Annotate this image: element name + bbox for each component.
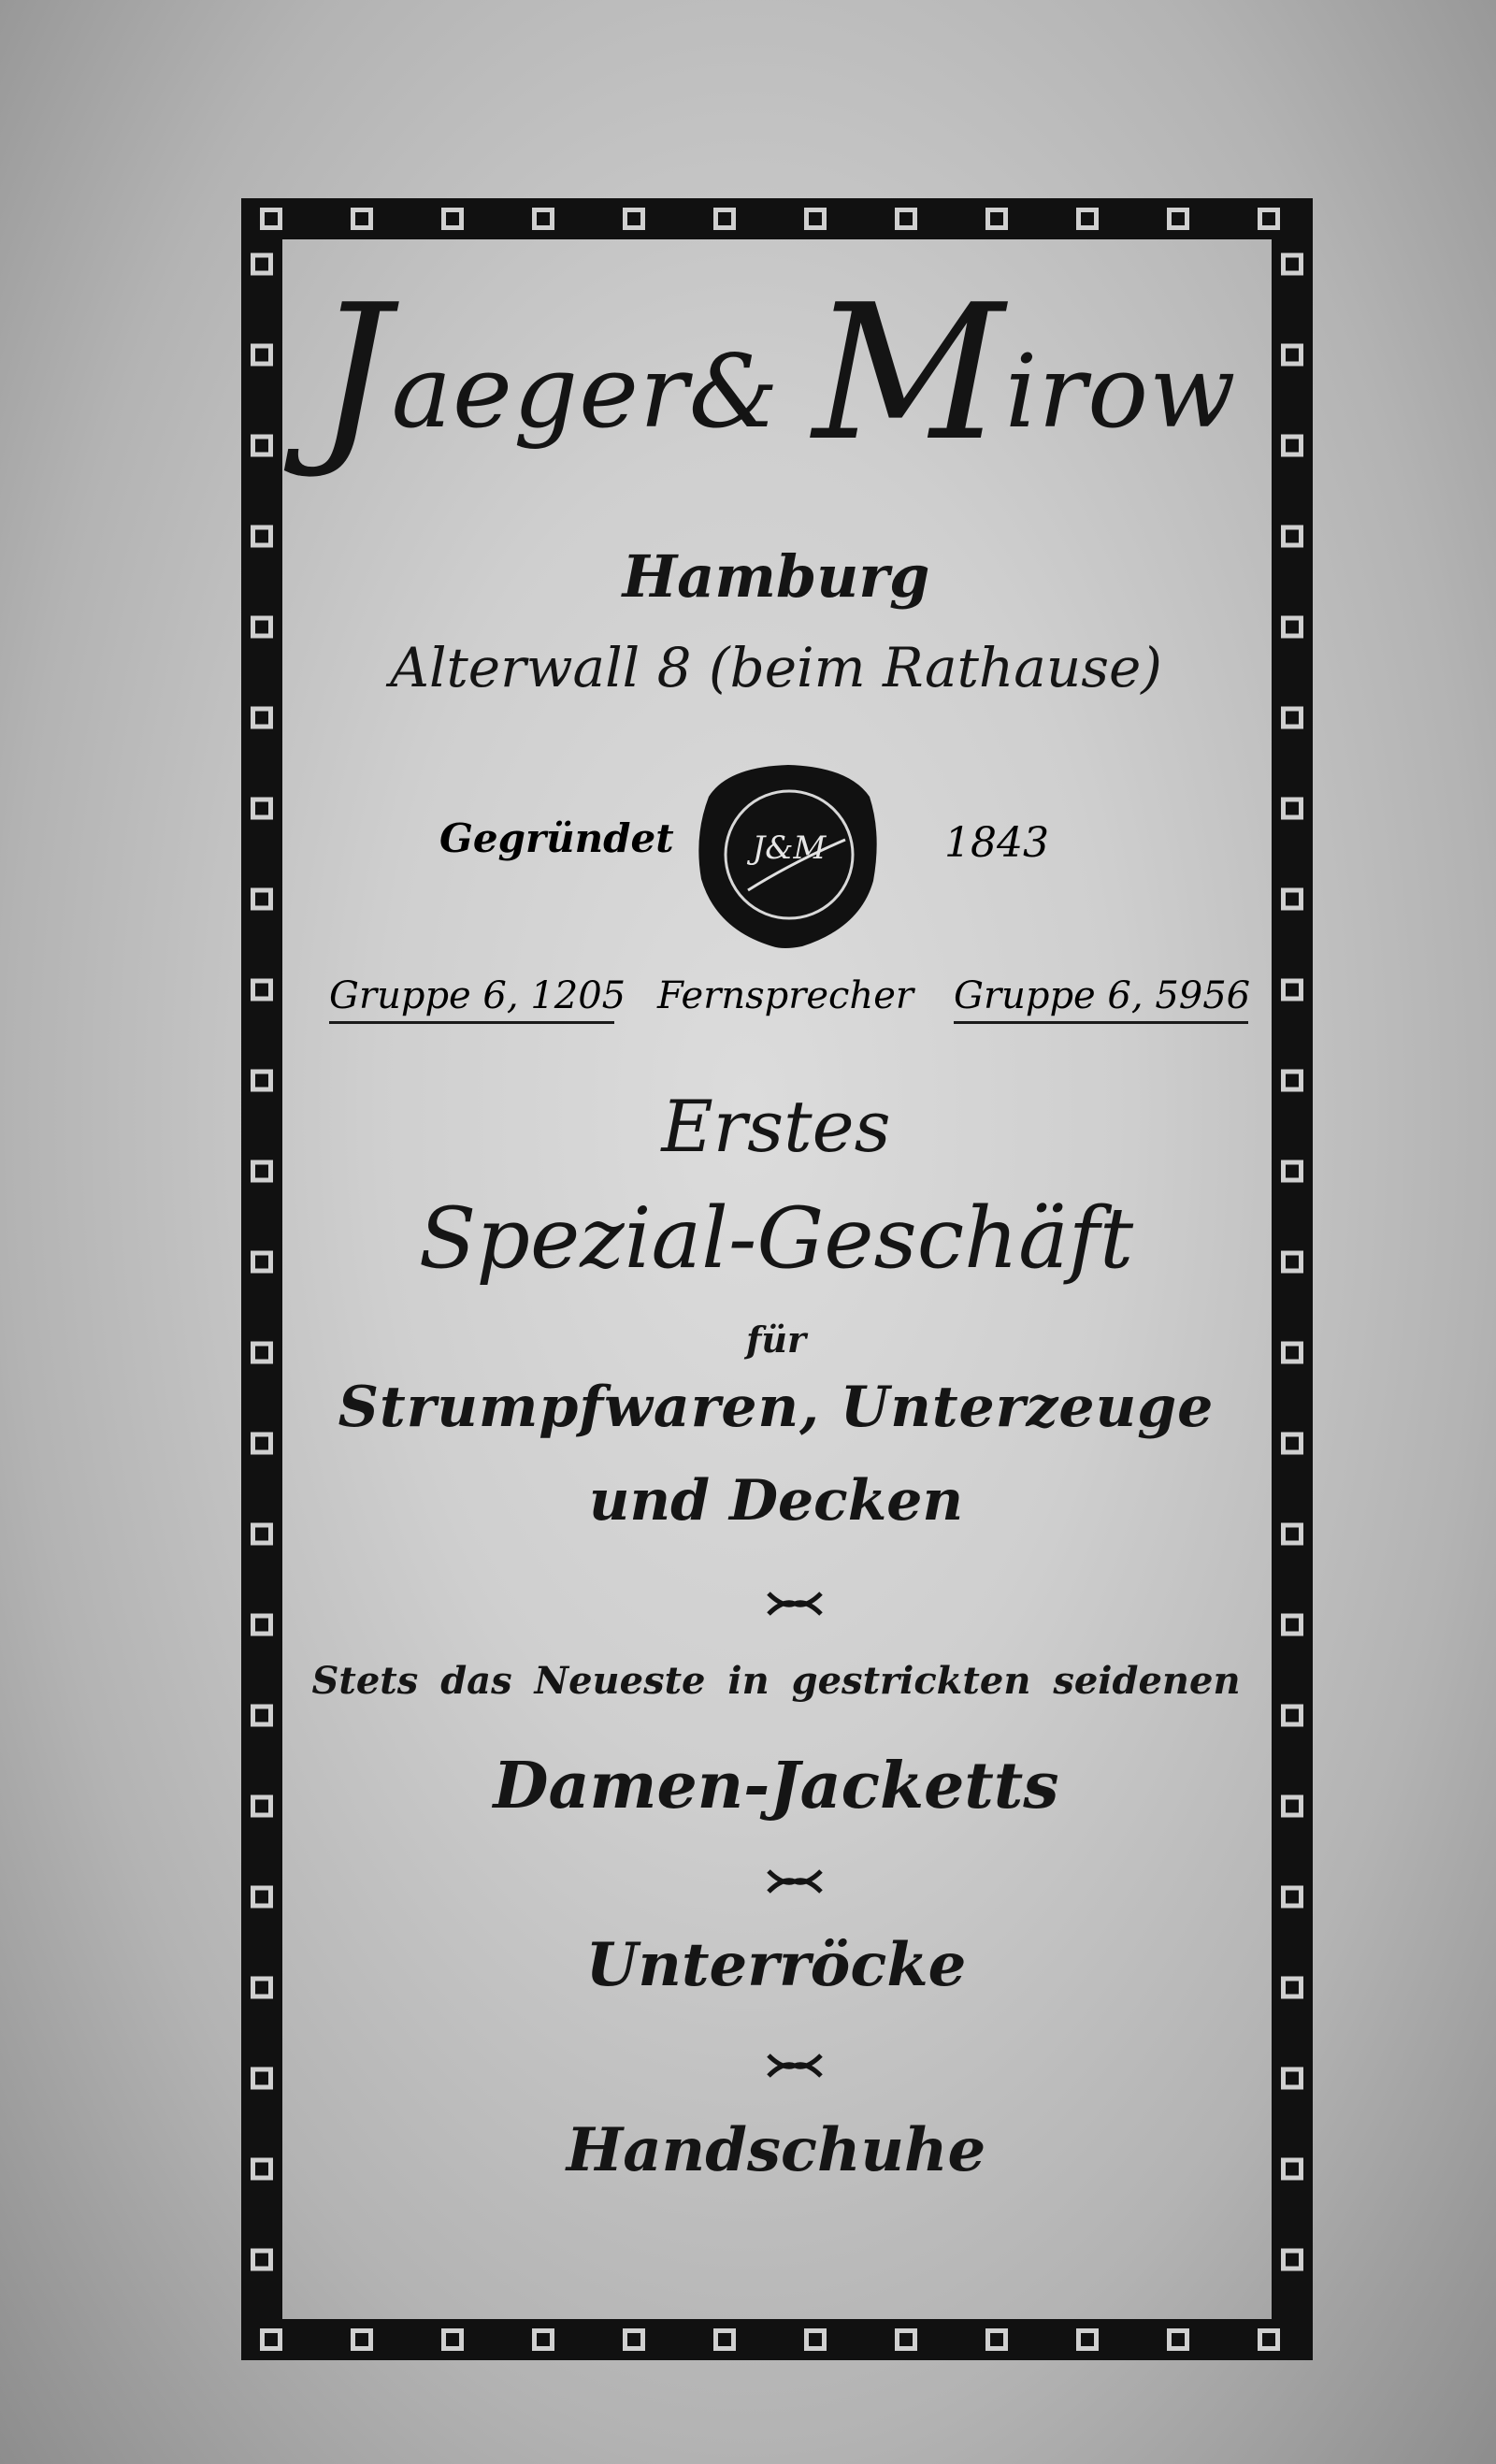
border-pip-center [1286, 1981, 1299, 1995]
headline-goods-1: Strumpfwaren, Unterzeuge [338, 1375, 1215, 1440]
border-pip-center [1286, 621, 1299, 634]
border-pip-center [255, 258, 268, 271]
border-pip-center [255, 1347, 268, 1360]
border-pip-center [255, 1619, 268, 1632]
border-pip-center [1286, 984, 1299, 997]
offer-item-jacketts: Damen-Jacketts [493, 1749, 1059, 1823]
border-pip-center [255, 1709, 268, 1722]
offer-item-handschuhe: Handschuhe [566, 2115, 986, 2185]
border-pip-center [1286, 1256, 1299, 1269]
border-pip-center [255, 1528, 268, 1541]
border-pip-center [1286, 2163, 1299, 2176]
offers-intro: Stets das Neueste in gestrickten seidenen [311, 1659, 1241, 1703]
headline-spezial: Spezial-Geschäft [418, 1189, 1134, 1288]
firm-initial-m: M [813, 265, 1005, 483]
headline-fuer: für [746, 1318, 806, 1361]
phone-number-left: Gruppe 6, 1205 [329, 974, 614, 1024]
border-pip-center [255, 2072, 268, 2085]
border-pip-center [255, 2254, 268, 2267]
border-pip-center [255, 621, 268, 634]
border-pip-center [1286, 258, 1299, 271]
border-pip-center [1286, 349, 1299, 362]
seal-monogram: J&M [752, 829, 827, 867]
border-pip-center [255, 1074, 268, 1088]
border-pip-center [1286, 530, 1299, 543]
main-content [280, 0, 1272, 2464]
seal-emblem [690, 759, 886, 951]
border-pip-center [1286, 1800, 1299, 1813]
offer-item-unterroecke: Unterröcke [585, 1930, 967, 2000]
border-pip-center [1286, 2072, 1299, 2085]
border-band-right [1272, 198, 1313, 2360]
phone-label: Fernsprecher [656, 974, 913, 1017]
border-pip-center [255, 2163, 268, 2176]
border-pip-center [1286, 1891, 1299, 1904]
border-pip-center [1286, 1437, 1299, 1450]
firm-name-part-1: aeger [391, 334, 689, 451]
border-pip-center [1286, 893, 1299, 906]
border-pip-center [1286, 1619, 1299, 1632]
ornament-divider-3 [765, 2050, 825, 2082]
border-pip-center [265, 212, 278, 225]
border-pip-center [255, 530, 268, 543]
border-pip-center [255, 1800, 268, 1813]
border-pip-center [255, 1437, 268, 1450]
address-line: Alterwall 8 (beim Rathause) [390, 636, 1162, 699]
border-pip-center [255, 712, 268, 725]
border-pip-center [1286, 712, 1299, 725]
border-pip-center [1286, 1709, 1299, 1722]
border-pip-center [255, 1256, 268, 1269]
border-pip-center [255, 1891, 268, 1904]
border-pip-center [255, 802, 268, 815]
border-pip-center [265, 2333, 278, 2346]
firm-initial-j: J [315, 265, 392, 483]
phone-number-right: Gruppe 6, 5956 [954, 974, 1248, 1024]
border-pip-center [1286, 1347, 1299, 1360]
firm-ampersand: & [688, 334, 780, 451]
border-pip-center [1286, 1528, 1299, 1541]
ornament-divider-2 [765, 1866, 825, 1897]
border-pip-center [255, 1165, 268, 1178]
founded-year: 1843 [944, 819, 1049, 867]
border-pip-center [255, 439, 268, 453]
city-heading: Hamburg [622, 542, 930, 611]
border-pip-center [255, 984, 268, 997]
border-pip-center [1286, 1165, 1299, 1178]
border-band-left [241, 198, 282, 2360]
founded-label: Gegründet [439, 815, 674, 861]
firm-name-part-2: irow [1004, 334, 1237, 451]
headline-erstes: Erstes [661, 1085, 891, 1168]
border-pip-center [255, 893, 268, 906]
border-pip-center [1286, 802, 1299, 815]
border-pip-center [1286, 439, 1299, 453]
border-pip-center [255, 349, 268, 362]
ornament-divider-1 [765, 1588, 825, 1620]
border-pip-center [1286, 2254, 1299, 2267]
border-pip-center [255, 1981, 268, 1995]
headline-goods-2: und Decken [588, 1468, 964, 1534]
border-pip-center [1286, 1074, 1299, 1088]
